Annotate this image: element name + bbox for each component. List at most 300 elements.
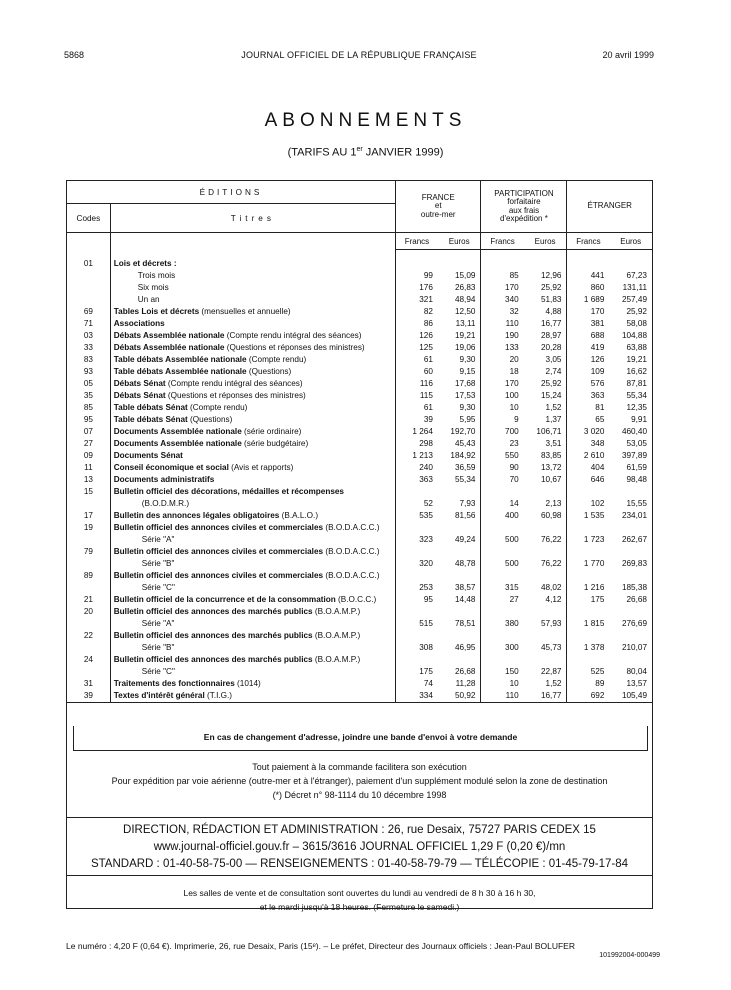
row-price-pa-e: 28,97 — [524, 330, 567, 342]
row-price-pa-f: 500 — [505, 535, 519, 544]
row-price-et-f: 525 — [590, 667, 605, 676]
table-row — [67, 366, 653, 378]
row-title-detail: (B.O.D.A.C.C.) — [323, 547, 380, 556]
row-price-fr-f: 61 — [423, 355, 433, 364]
row-price-fr-f: 126 — [419, 331, 433, 340]
row-price-et-f: 441 — [590, 271, 605, 280]
row-price-fr-e: 26,68 — [438, 654, 481, 678]
row-code: 31 — [67, 678, 111, 690]
row-price-pa-e: 76,22 — [524, 546, 567, 570]
row-price-pa-f: 110 — [481, 690, 524, 703]
row-title — [110, 510, 395, 522]
row-title-main: Débats Assemblée nationale — [113, 331, 225, 340]
row-price-pa-f: 150 — [505, 667, 519, 676]
row-title-main: Bulletin officiel des annonces des marchés publics — [113, 631, 313, 640]
table-row — [67, 318, 653, 330]
row-subtitle: Série "B" — [141, 643, 175, 652]
table-row — [67, 270, 653, 282]
row-title-detail: (B.O.D.A.C.C.) — [323, 523, 380, 532]
row-title-detail: (T.I.G.) — [204, 691, 233, 700]
row-price-fr-e: 26,83 — [438, 282, 481, 294]
row-title-main: Bulletin officiel des annonces des marchés publics — [113, 607, 313, 616]
row-price-et-e: 185,38 — [609, 570, 652, 594]
row-price-et-f: 65 — [595, 415, 605, 424]
row-price-pa-f: 9 — [514, 415, 519, 424]
row-code: 93 — [67, 366, 111, 378]
row-code: 01 — [67, 258, 111, 270]
row-price-pa-f: 190 — [505, 331, 519, 340]
row-code: 85 — [67, 402, 111, 414]
row-price-fr-f: 515 — [419, 619, 433, 628]
table-row — [67, 282, 653, 294]
row-title-main: Bulletin officiel des annonces civiles et commerciales — [113, 547, 324, 556]
row-code: 24 — [67, 654, 111, 678]
row-price-fr-e: 7,93 — [438, 486, 481, 510]
row-price-fr-f: 363 — [419, 475, 433, 484]
sub-header-francs: Francs — [567, 233, 609, 250]
row-title-detail: (Questions) — [246, 367, 292, 376]
row-title-detail: (Compte rendu intégral des séances) — [224, 331, 362, 340]
row-price-fr-e: 36,59 — [438, 462, 481, 474]
table-row — [67, 258, 653, 270]
row-price-pa-f: 14 — [509, 499, 519, 508]
row-title-detail: (Compte rendu) — [246, 355, 307, 364]
row-price-et-f: 81 — [595, 403, 605, 412]
row-subtitle: Série "C" — [141, 583, 175, 592]
table-row — [67, 414, 653, 426]
row-code: 39 — [67, 690, 111, 703]
row-price-pa-e: 3,51 — [524, 438, 567, 450]
table-row — [67, 678, 653, 690]
row-code: 71 — [67, 318, 111, 330]
row-title — [110, 486, 395, 510]
sub-header-euros: Euros — [524, 233, 567, 250]
row-title — [110, 330, 395, 342]
row-price-et-e: 19,21 — [609, 354, 652, 366]
row-price-pa-e: 15,24 — [524, 390, 567, 402]
row-price-fr-e: 192,70 — [438, 426, 481, 438]
row-price-et-f: 3 020 — [583, 427, 605, 436]
row-title-detail: (Compte rendu) — [187, 403, 248, 412]
row-title-detail: (Avis et rapports) — [228, 463, 294, 472]
row-price-pa-e: 2,74 — [524, 366, 567, 378]
row-title-detail: (B.O.A.M.P.) — [312, 631, 361, 640]
table-row — [67, 654, 653, 678]
row-price-pa-f: 315 — [505, 583, 519, 592]
row-price-fr-f: 240 — [419, 463, 433, 472]
sales-line: Les salles de vente et de consultation sont ouvertes du lundi au vendredi de 8 h 30 à 16 h 30, — [183, 888, 536, 898]
row-price-fr-f: 1 264 — [412, 427, 433, 436]
row-price-fr-f: 308 — [419, 643, 433, 652]
row-title-main: Débats Sénat — [113, 379, 166, 388]
row-price-fr-e: 45,43 — [438, 438, 481, 450]
table-row — [67, 690, 653, 703]
row-title-detail: (B.O.D.A.C.C.) — [323, 571, 380, 580]
row-price-et-f: 381 — [590, 319, 605, 328]
row-price-pa-e: 76,22 — [524, 522, 567, 546]
sub-header-francs: Francs — [395, 233, 437, 250]
table-row — [67, 522, 653, 546]
codes-header: Codes — [67, 204, 111, 233]
row-price-pa-f: 700 — [505, 427, 519, 436]
row-price-fr-f: 125 — [419, 343, 433, 352]
row-title — [110, 594, 395, 606]
row-price-fr-f: 116 — [419, 379, 433, 388]
sub-header-euros: Euros — [438, 233, 481, 250]
row-title-detail: (B.O.C.C.) — [335, 595, 377, 604]
row-title-detail: (B.O.A.M.P.) — [312, 655, 361, 664]
row-title — [110, 258, 395, 270]
row-code: 17 — [67, 510, 111, 522]
row-title-detail: (série budgétaire) — [241, 439, 309, 448]
row-title — [110, 522, 395, 546]
row-price-pa-e: 12,96 — [524, 270, 567, 282]
row-price-et-e: 269,83 — [609, 546, 652, 570]
row-price-pa-e: 4,12 — [524, 594, 567, 606]
row-price-et-e: 210,07 — [609, 630, 652, 654]
row-price-et-f: 646 — [590, 475, 605, 484]
payment-info — [66, 760, 653, 802]
sub-header-euros: Euros — [609, 233, 652, 250]
row-title-main: Documents Sénat — [113, 451, 183, 460]
row-title-main: Tables Lois et décrets — [113, 307, 200, 316]
row-price-pa-f: 10 — [509, 403, 519, 412]
row-title — [110, 570, 395, 594]
row-price-fr-f: 253 — [419, 583, 433, 592]
row-price-fr-f: 95 — [423, 595, 433, 604]
row-title-detail: (Questions et réponses des ministres) — [224, 343, 365, 352]
row-price-fr-e: 9,15 — [438, 366, 481, 378]
row-title-main: Documents Assemblée nationale — [113, 439, 242, 448]
row-price-et-e: 61,59 — [609, 462, 652, 474]
row-price-pa-f: 170 — [505, 283, 519, 292]
row-price-pa-f: 100 — [505, 391, 519, 400]
row-title-main: Bulletin des annonces légales obligatoires — [113, 511, 280, 520]
row-price-pa-f: 32 — [509, 307, 519, 316]
row-price-pa-f: 400 — [505, 511, 519, 520]
row-price-et-f: 1 378 — [583, 643, 605, 652]
row-price-et-f: 126 — [590, 355, 605, 364]
table-row — [67, 438, 653, 450]
table-row — [67, 426, 653, 438]
row-subtitle: Un an — [137, 295, 160, 304]
row-code: 22 — [67, 630, 111, 654]
direction-web: www.journal-officiel.gouv.fr – 3615/3616 JOURNAL OFFICIEL 1,29 F (0,20 €)/mn — [153, 841, 566, 853]
row-price-fr-f: 176 — [419, 283, 433, 292]
issue-date: 20 avril 1999 — [602, 50, 654, 60]
row-price-fr-f: 99 — [423, 271, 433, 280]
row-price-et-f: 2 610 — [583, 451, 605, 460]
row-price-pa-e: 1,52 — [524, 678, 567, 690]
sub-header-francs: Francs — [481, 233, 524, 250]
row-price-et-f: 860 — [590, 283, 605, 292]
row-title-main: Documents administratifs — [113, 475, 215, 484]
row-price-et-f: 175 — [590, 595, 605, 604]
row-price-et-e: 26,68 — [609, 594, 652, 606]
row-code: 20 — [67, 606, 111, 630]
row-price-fr-f: 82 — [423, 307, 433, 316]
row-subtitle: Série "C" — [141, 667, 175, 676]
row-price-fr-e: 19,21 — [438, 330, 481, 342]
row-price-et-e: 397,89 — [609, 450, 652, 462]
row-title-detail: (Questions) — [187, 415, 233, 424]
row-title-main: Table débats Assemblée nationale — [113, 355, 247, 364]
row-price-et-f: 1 535 — [583, 511, 605, 520]
row-title — [110, 318, 395, 330]
row-price-fr-f: 52 — [423, 499, 433, 508]
row-price-et-f: 170 — [590, 307, 605, 316]
payment-line: Pour expédition par voie aérienne (outre-mer et à l'étranger), paiement d'un supplément modulé selon la zone de destination — [111, 776, 608, 786]
row-title-main: Textes d'intérêt général — [113, 691, 205, 700]
row-title-main: Traitements des fonctionnaires — [113, 679, 235, 688]
page-number: 5868 — [64, 50, 85, 60]
row-price-et-f: 1 689 — [583, 295, 605, 304]
row-title-main: Débats Sénat — [113, 391, 166, 400]
row-title — [110, 462, 395, 474]
row-code: 83 — [67, 354, 111, 366]
row-title — [110, 450, 395, 462]
row-title — [110, 342, 395, 354]
row-price-fr-f: 298 — [419, 439, 433, 448]
table-row — [67, 354, 653, 366]
table-row — [67, 546, 653, 570]
row-price-et-e: 58,08 — [609, 318, 652, 330]
row-title — [110, 474, 395, 486]
row-price-pa-e: 13,72 — [524, 462, 567, 474]
row-price-fr-e: 13,11 — [438, 318, 481, 330]
row-price-et-f: 688 — [590, 331, 605, 340]
row-price-fr-e: 184,92 — [438, 450, 481, 462]
row-title-detail: (B.O.A.M.P.) — [312, 607, 361, 616]
editions-header: ÉDITIONS — [67, 181, 396, 204]
row-price-et-e: 234,01 — [609, 510, 652, 522]
row-title — [110, 690, 395, 703]
row-title-main: Associations — [113, 319, 165, 328]
row-price-et-e: 25,92 — [609, 306, 652, 318]
row-code — [67, 270, 111, 282]
row-title — [110, 426, 395, 438]
row-code: 95 — [67, 414, 111, 426]
row-price-pa-f: 18 — [509, 367, 519, 376]
row-price-fr-e: 38,57 — [438, 570, 481, 594]
table-row — [67, 474, 653, 486]
row-code: 33 — [67, 342, 111, 354]
row-price-et-f: 419 — [590, 343, 605, 352]
row-title — [110, 366, 395, 378]
page-subtitle: (TARIFS AU 1er JANVIER 1999) — [287, 146, 444, 159]
row-price-et-e: 257,49 — [609, 294, 652, 306]
row-title-main: Table débats Sénat — [113, 415, 188, 424]
row-title — [110, 654, 395, 678]
table-row — [67, 462, 653, 474]
row-title — [110, 294, 395, 306]
row-price-et-f: 363 — [590, 391, 605, 400]
row-title-detail: (1014) — [234, 679, 261, 688]
row-title — [110, 606, 395, 630]
row-price-pa-e: 2,13 — [524, 486, 567, 510]
row-price-pa-f: 500 — [505, 559, 519, 568]
row-subtitle: Série "A" — [141, 535, 175, 544]
row-code: 13 — [67, 474, 111, 486]
direction-contact — [66, 817, 653, 873]
journal-title: JOURNAL OFFICIEL DE LA RÉPUBLIQUE FRANÇAISE — [241, 50, 477, 60]
row-price-et-f: 109 — [590, 367, 605, 376]
row-code: 09 — [67, 450, 111, 462]
subscription-table — [66, 180, 653, 703]
table-row — [67, 294, 653, 306]
row-price-fr-e: 14,48 — [438, 594, 481, 606]
row-price-fr-e: 46,95 — [438, 630, 481, 654]
row-title-main: Lois et décrets : — [113, 259, 177, 268]
table-row — [67, 378, 653, 390]
participation-header: PARTICIPATION forfaitaire aux frais d'expédition * — [481, 181, 567, 233]
table-body — [67, 250, 653, 703]
row-price-pa-f: 20 — [509, 355, 519, 364]
row-price-fr-f: 175 — [419, 667, 433, 676]
row-price-pa-f: 10 — [509, 679, 519, 688]
table-row — [67, 510, 653, 522]
row-price-fr-f: 115 — [419, 391, 433, 400]
row-title-main: Conseil économique et social — [113, 463, 229, 472]
row-price-et-f: 1 723 — [583, 535, 605, 544]
footer-imprint: Le numéro : 4,20 F (0,64 €). Imprimerie, 26, rue Desaix, Paris (15ᵉ). – Le préfet, Directeur des Journaux officiels : Jean-Paul BOLUFER — [66, 941, 575, 951]
table-row — [67, 402, 653, 414]
table-row — [67, 570, 653, 594]
row-price-pa-e: 83,85 — [524, 450, 567, 462]
row-title-detail: (B.A.L.O.) — [279, 511, 319, 520]
direction-address: DIRECTION, RÉDACTION ET ADMINISTRATION : 26, rue Desaix, 75727 PARIS CEDEX 15 — [123, 824, 596, 836]
row-subtitle: (B.O.D.M.R.) — [141, 499, 190, 508]
row-price-fr-e: 9,30 — [438, 402, 481, 414]
row-price-pa-e: 48,02 — [524, 570, 567, 594]
row-price-et-e: 16,62 — [609, 366, 652, 378]
row-title-main: Bulletin officiel des annonces civiles et commerciales — [113, 571, 324, 580]
row-price-pa-f: 110 — [505, 319, 519, 328]
row-title-main: Bulletin officiel des annonces civiles et commerciales — [113, 523, 324, 532]
row-price-pa-f: 550 — [505, 451, 519, 460]
row-price-fr-e: 17,68 — [438, 378, 481, 390]
row-price-fr-e: 49,24 — [438, 522, 481, 546]
row-title — [110, 678, 395, 690]
row-price-et-e: 13,57 — [609, 678, 652, 690]
row-code: 69 — [67, 306, 111, 318]
row-title-main: Documents Assemblée nationale — [113, 427, 242, 436]
row-title-detail: (série ordinaire) — [241, 427, 302, 436]
row-code: 21 — [67, 594, 111, 606]
row-title-main: Bulletin officiel de la concurrence et de la consommation — [113, 595, 336, 604]
row-price-pa-f: 27 — [509, 595, 519, 604]
row-code: 07 — [67, 426, 111, 438]
row-price-pa-f: 90 — [509, 463, 519, 472]
row-price-fr-e: 55,34 — [438, 474, 481, 486]
row-price-fr-e: 12,50 — [438, 306, 481, 318]
row-code: 79 — [67, 546, 111, 570]
row-price-fr-f: 334 — [395, 690, 437, 703]
row-price-et-f: 1 216 — [583, 583, 605, 592]
sales-hours — [66, 875, 653, 914]
row-price-fr-e: 5,95 — [438, 414, 481, 426]
table-row — [67, 330, 653, 342]
row-price-pa-e: 25,92 — [524, 378, 567, 390]
row-price-pa-e: 16,77 — [524, 690, 567, 703]
row-code — [67, 294, 111, 306]
row-subtitle: Trois mois — [137, 271, 176, 280]
row-title — [110, 402, 395, 414]
row-price-fr-f: 86 — [423, 319, 433, 328]
row-price-pa-f: 70 — [509, 475, 519, 484]
row-price-fr-e — [438, 258, 481, 270]
row-price-pa-e: 1,37 — [524, 414, 567, 426]
row-title — [110, 354, 395, 366]
row-price-fr-f: 74 — [423, 679, 433, 688]
row-title-main: Bulletin officiel des décorations, médailles et récompenses — [113, 487, 344, 496]
row-price-fr-f: 535 — [419, 511, 433, 520]
row-title — [110, 630, 395, 654]
etranger-header: ÉTRANGER — [567, 181, 653, 233]
row-price-et-e: 12,35 — [609, 402, 652, 414]
row-subtitle: Série "A" — [141, 619, 175, 628]
row-price-et-e: 276,69 — [609, 606, 652, 630]
row-price-pa-f: 340 — [505, 295, 519, 304]
row-price-et-f: 692 — [567, 690, 609, 703]
row-price-pa-f: 85 — [509, 271, 519, 280]
row-price-fr-e: 15,09 — [438, 270, 481, 282]
row-title — [110, 306, 395, 318]
row-price-fr-e: 17,53 — [438, 390, 481, 402]
row-price-et-e — [609, 258, 652, 270]
row-title — [110, 546, 395, 570]
row-price-pa-f: 23 — [509, 439, 519, 448]
row-price-et-f: 576 — [590, 379, 605, 388]
row-code: 03 — [67, 330, 111, 342]
row-price-pa-f: 380 — [505, 619, 519, 628]
row-price-pa-e: 4,88 — [524, 306, 567, 318]
row-title-main: Débats Assemblée nationale — [113, 343, 225, 352]
table-row — [67, 486, 653, 510]
row-price-et-e: 98,48 — [609, 474, 652, 486]
row-price-pa-e: 25,92 — [524, 282, 567, 294]
row-price-et-e: 104,88 — [609, 330, 652, 342]
row-price-fr-f: 321 — [419, 295, 433, 304]
row-price-pa-e: 60,98 — [524, 510, 567, 522]
row-code: 15 — [67, 486, 111, 510]
row-code: 89 — [67, 570, 111, 594]
row-title — [110, 390, 395, 402]
row-price-pa-f: 133 — [505, 343, 519, 352]
row-price-fr-e: 50,92 — [438, 690, 481, 703]
row-price-fr-e: 9,30 — [438, 354, 481, 366]
row-price-pa-e: 22,87 — [524, 654, 567, 678]
row-price-et-f: 348 — [590, 439, 605, 448]
row-price-et-e: 15,55 — [609, 486, 652, 510]
row-price-et-f: 89 — [595, 679, 605, 688]
row-price-fr-f: 323 — [419, 535, 433, 544]
row-price-fr-e: 78,51 — [438, 606, 481, 630]
address-change-notice: En cas de changement d'adresse, joindre une bande d'envoi à votre demande — [73, 726, 648, 751]
row-price-et-e: 9,91 — [609, 414, 652, 426]
row-price-fr-e: 81,56 — [438, 510, 481, 522]
row-price-pa-e: 3,05 — [524, 354, 567, 366]
row-title — [110, 270, 395, 282]
row-title-detail: (Questions et réponses des ministres) — [165, 391, 306, 400]
row-title — [110, 378, 395, 390]
table-row — [67, 342, 653, 354]
row-price-et-e: 87,81 — [609, 378, 652, 390]
row-title — [110, 438, 395, 450]
row-price-fr-f — [395, 258, 437, 270]
row-price-fr-e: 48,94 — [438, 294, 481, 306]
row-price-et-e: 460,40 — [609, 426, 652, 438]
